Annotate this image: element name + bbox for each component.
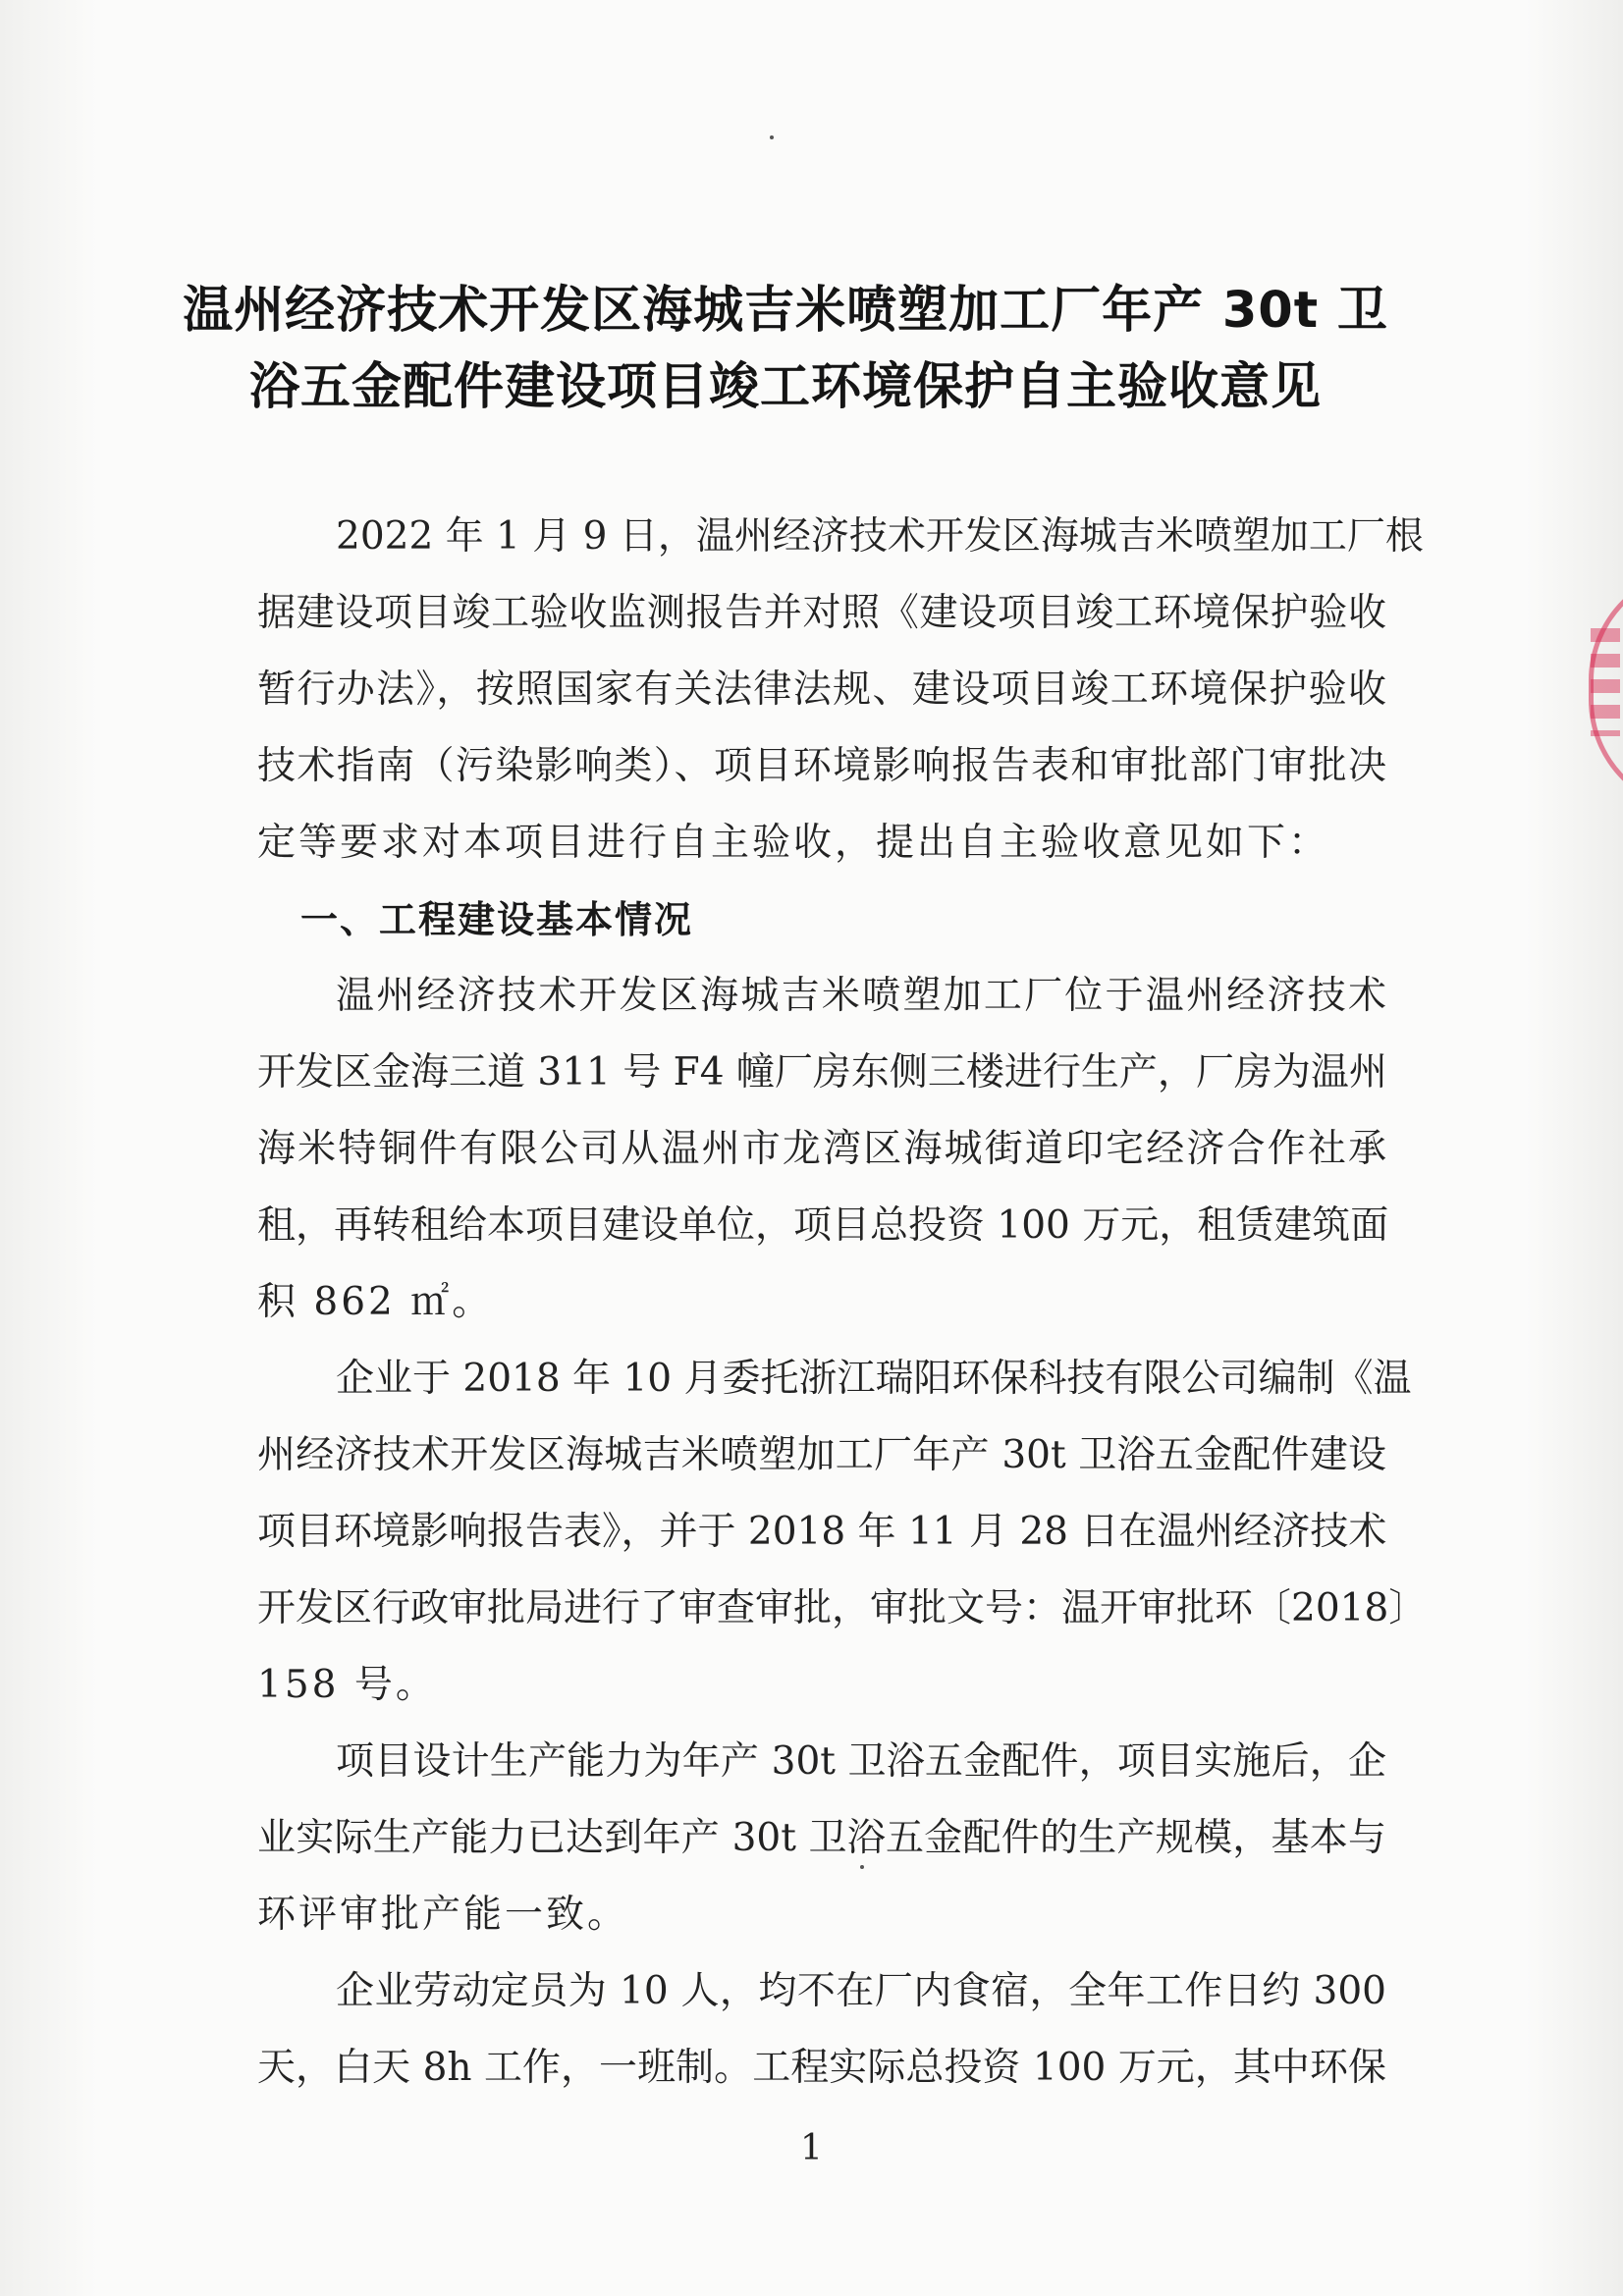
paragraph-1-line: 定等要求对本项目进行自主验收，提出自主验收意见如下： [257,821,1330,865]
seal-mark [1591,628,1620,736]
paragraph-2-line: 海米特铜件有限公司从温州市龙湾区海城街道印宅经济合作社承 [257,1127,1386,1171]
document-title-line-1: 温州经济技术开发区海城吉米喷塑加工厂年产 30t 卫 [183,282,1388,340]
paragraph-3-line: 企业于 2018 年 10 月委托浙江瑞阳环保科技有限公司编制《温 [336,1357,1412,1401]
paragraph-1-line: 2022 年 1 月 9 日，温州经济技术开发区海城吉米喷塑加工厂根 [336,514,1424,559]
scan-speck [860,1865,864,1869]
paragraph-3-line: 州经济技术开发区海城吉米喷塑加工厂年产 30t 卫浴五金配件建设 [257,1433,1386,1477]
paragraph-3-line: 开发区行政审批局进行了审查审批，审批文号：温开审批环〔2018〕 [257,1586,1428,1630]
paragraph-5-line: 企业劳动定员为 10 人，均不在厂内食宿，全年工作日约 300 [336,1969,1386,2013]
paragraph-4-line: 环评审批产能一致。 [257,1893,629,1937]
paragraph-1-line: 技术指南（污染影响类）、项目环境影响报告表和审批部门审批决 [257,744,1386,788]
document-title-line-2: 浴五金配件建设项目竣工环境保护自主验收意见 [248,358,1322,416]
paragraph-1-line: 暂行办法》，按照国家有关法律法规、建设项目竣工环境保护验收 [257,667,1386,712]
paragraph-1-line: 据建设项目竣工验收监测报告并对照《建设项目竣工环境保护验收 [257,591,1386,635]
paragraph-4-line: 项目设计生产能力为年产 30t 卫浴五金配件，项目实施后，企 [336,1739,1386,1784]
paragraph-2-line: 租，再转租给本项目建设单位，项目总投资 100 万元，租赁建筑面 [257,1203,1389,1248]
paragraph-2-line: 积 862 ㎡。 [257,1280,494,1324]
paragraph-2-line: 温州经济技术开发区海城吉米喷塑加工厂位于温州经济技术 [336,974,1386,1018]
paragraph-3-line: 项目环境影响报告表》，并于 2018 年 11 月 28 日在温州经济技术 [257,1510,1387,1554]
paragraph-5-line: 天，白天 8h 工作，一班制。工程实际总投资 100 万元，其中环保 [257,2046,1386,2090]
section-1-heading: 一、工程建设基本情况 [300,898,694,941]
paragraph-3-line: 158 号。 [257,1663,437,1707]
scan-speck [770,135,774,139]
paragraph-2-line: 开发区金海三道 311 号 F4 幢厂房东侧三楼进行生产，厂房为温州 [257,1050,1387,1095]
paragraph-4-line: 业实际生产能力已达到年产 30t 卫浴五金配件的生产规模，基本与 [257,1816,1386,1860]
page-number: 1 [800,2128,823,2168]
